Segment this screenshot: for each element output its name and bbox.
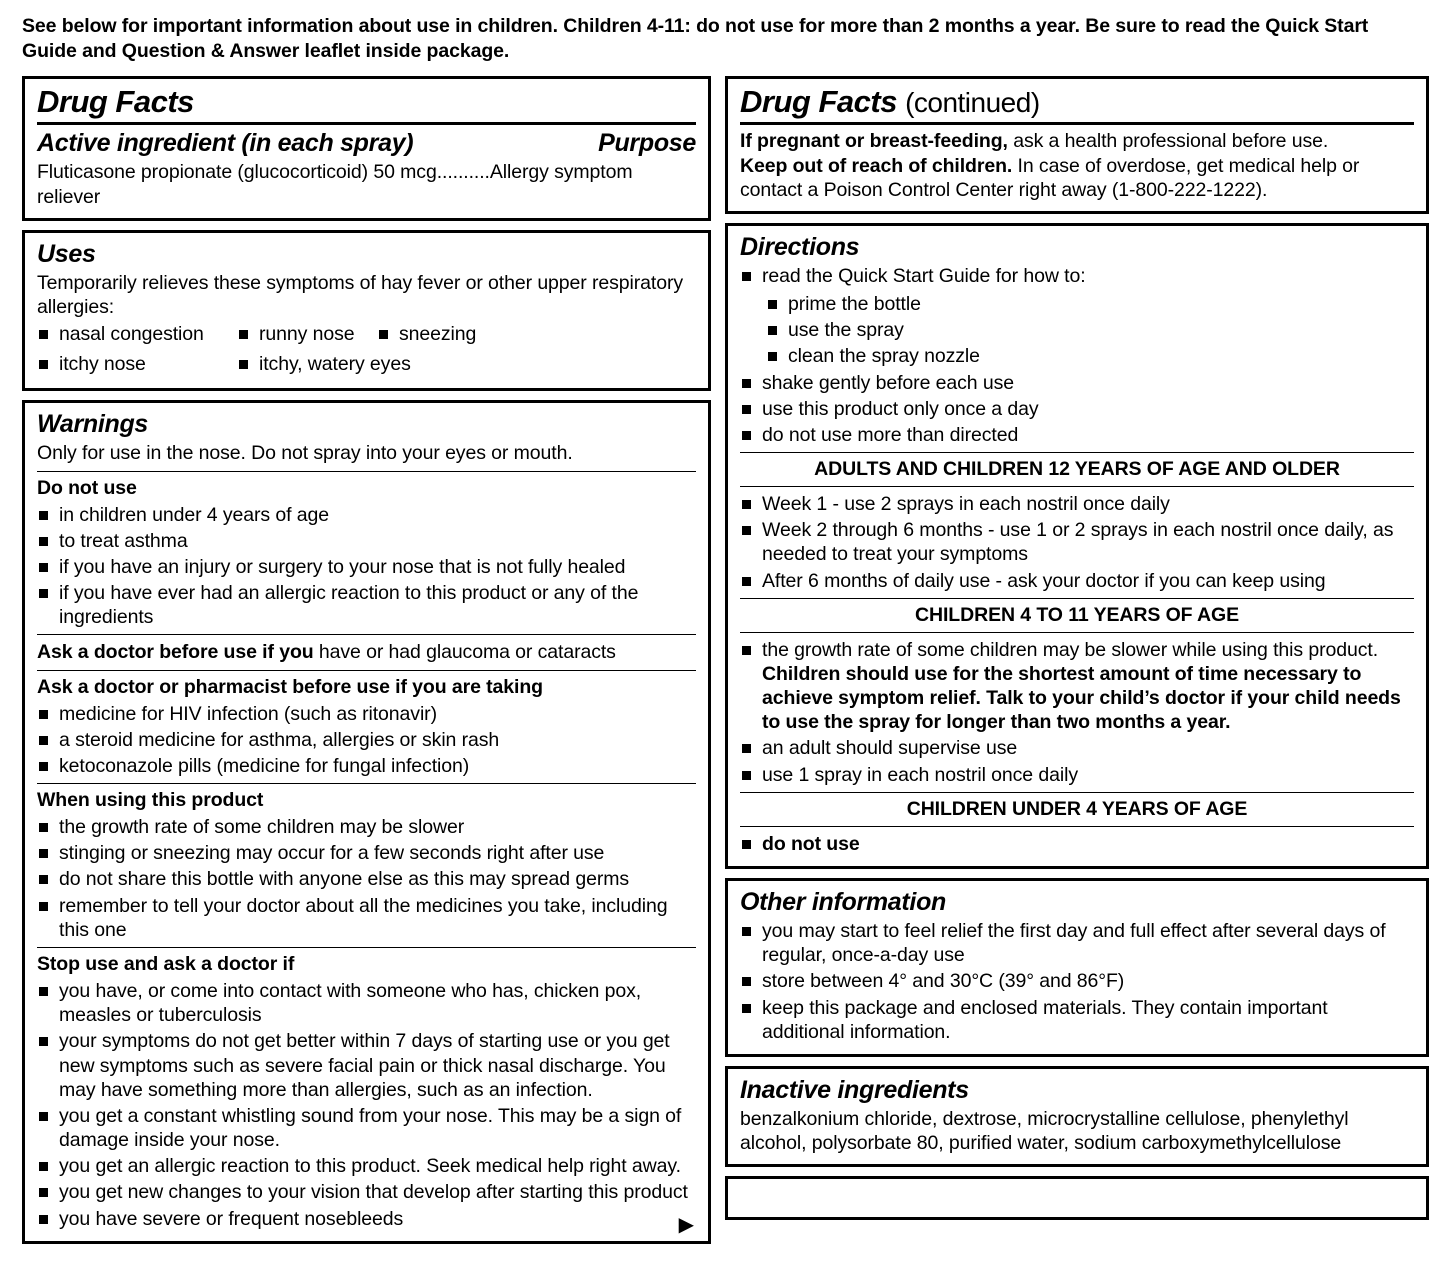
divider	[37, 122, 696, 125]
list-item: Week 1 - use 2 sprays in each nostril once daily	[740, 492, 1414, 516]
list-item: an adult should supervise use	[740, 736, 1414, 760]
directions-heading: Directions	[740, 232, 860, 261]
list-item: remember to tell your doctor about all the medicines you take, including this one	[37, 894, 696, 942]
shortest-time-bold: Children should use for the shortest amount of time necessary to achieve symptom relief. Talk to your child’s doctor if your child needs to use the spray for longer than two months a year.	[762, 662, 1401, 734]
list-item: if you have ever had an allergic reaction to this product or any of the ingredients	[37, 581, 696, 629]
divider	[740, 632, 1414, 633]
drug-facts-title: Drug Facts	[37, 83, 194, 119]
uses-text: Temporarily relieves these symptoms of hay fever or other upper respiratory allergies:	[37, 271, 684, 318]
list-item: a steroid medicine for asthma, allergies or skin rash	[37, 728, 696, 752]
ask-doctor-rest: have or had glaucoma or cataracts	[313, 641, 616, 664]
list-item: store between 4° and 30°C (39° and 86°F)	[740, 969, 1414, 993]
divider	[37, 670, 696, 671]
warnings-heading: Warnings	[37, 410, 149, 439]
pregnancy-bold: If pregnant or breast-feeding,	[740, 130, 1008, 153]
uses-heading: Uses	[37, 239, 96, 268]
do-not-use-list	[37, 503, 696, 630]
panel-directions	[725, 223, 1429, 869]
inactive-ingredients-heading: Inactive ingredients	[740, 1075, 969, 1104]
ask-doctor-bold: Ask a doctor before use if you	[37, 641, 314, 664]
when-using-list	[37, 815, 696, 942]
label-columns	[22, 76, 1429, 1253]
active-ingredient-heading: Active ingredient (in each spray)	[37, 129, 414, 158]
when-using-heading: When using this product	[37, 789, 264, 812]
list-item: you get new changes to your vision that develop after starting this product	[37, 1180, 696, 1204]
list-item: shake gently before each use	[740, 371, 1414, 395]
list-item: you get a constant whistling sound from your nose. This may be a sign of damage inside your nose.	[37, 1104, 696, 1152]
list-item: you may start to feel relief the first day and full effect after several days of regular, once-a-day use	[740, 919, 1414, 967]
directions-list-rest	[740, 371, 1414, 448]
list-item: use this product only once a day	[740, 397, 1414, 421]
uses-item: runny nose	[237, 322, 377, 346]
list-item	[740, 638, 1414, 735]
stop-use-list	[37, 979, 696, 1231]
divider	[37, 471, 696, 472]
list-item: medicine for HIV infection (such as ritonavir)	[37, 702, 696, 726]
uses-item: itchy, watery eyes	[237, 352, 537, 376]
children-under-4-list	[740, 832, 1414, 856]
inactive-ingredients-text: benzalkonium chloride, dextrose, microcrystalline cellulose, phenylethyl alcohol, polysorbate 80, purified water, sodium carboxymethylcellulose	[740, 1107, 1349, 1155]
list-item: prime the bottle	[766, 292, 1414, 316]
list-item: keep this package and enclosed materials. They contain important additional information.	[740, 996, 1414, 1044]
children-4-11-head: CHILDREN 4 TO 11 YEARS OF AGE	[915, 603, 1239, 626]
divider	[37, 634, 696, 635]
do-not-use-heading: Do not use	[37, 476, 137, 499]
pregnancy-text: ask a health professional before use.	[1007, 130, 1329, 153]
panel-blank	[725, 1176, 1429, 1220]
adults-section-head: ADULTS AND CHILDREN 12 YEARS OF AGE AND OLDER	[814, 458, 1340, 481]
active-ingredient-text: Fluticasone propionate (glucocorticoid) 50 mcg..........Allergy symptom reliever	[37, 161, 633, 208]
panel-warnings	[22, 400, 711, 1243]
list-item: use 1 spray in each nostril once daily	[740, 763, 1414, 787]
list-item: clean the spray nozzle	[766, 344, 1414, 368]
uses-item: sneezing	[377, 322, 537, 346]
growth-rate-text: the growth rate of some children may be slower while using this product.	[762, 638, 1379, 661]
active-ingredient-header	[37, 129, 696, 158]
list-item: do not use	[740, 832, 1414, 856]
uses-items-row2	[37, 352, 696, 378]
list-item: use the spray	[766, 318, 1414, 342]
list-item: you have, or come into contact with someone who has, chicken pox, measles or tuberculosis	[37, 979, 696, 1027]
list-item: if you have an injury or surgery to your nose that is not fully healed	[37, 555, 696, 579]
panel-drug-facts-continued	[725, 76, 1429, 214]
divider	[740, 452, 1414, 453]
panel-drug-facts-header	[22, 76, 711, 221]
list-item: read the Quick Start Guide for how to:	[740, 264, 1414, 288]
list-item: Week 2 through 6 months - use 1 or 2 sprays in each nostril once daily, as needed to treat your symptoms	[740, 518, 1414, 566]
purpose-label: Purpose	[598, 129, 697, 158]
divider	[740, 598, 1414, 599]
divider	[740, 792, 1414, 793]
continue-arrow-icon: ▶	[678, 1213, 695, 1236]
ask-pharmacist-list	[37, 702, 696, 779]
uses-item: itchy nose	[37, 352, 237, 376]
list-item: the growth rate of some children may be slower	[37, 815, 696, 839]
top-note: See below for important information about use in children. Children 4-11: do not use for more than 2 months a year. Be sure to read the Quick Start Guide and Question & Answer leaflet inside package.	[22, 15, 1369, 62]
list-item: After 6 months of daily use - ask your doctor if you can keep using	[740, 569, 1414, 593]
keep-out-text: In case of overdose, get medical help or contact a Poison Control Center right away (1-800-222-1222).	[740, 154, 1360, 201]
divider	[37, 947, 696, 948]
panel-other-information	[725, 878, 1429, 1057]
divider	[740, 826, 1414, 827]
list-item: to treat asthma	[37, 529, 696, 553]
stop-use-heading: Stop use and ask a doctor if	[37, 952, 295, 975]
uses-items-row1	[37, 322, 696, 348]
ask-pharmacist-heading: Ask a doctor or pharmacist before use if you are taking	[37, 675, 543, 698]
drug-facts-continued-title	[740, 85, 1414, 118]
divider	[740, 122, 1414, 125]
directions-sublist	[766, 292, 1414, 369]
drug-facts-title-text: Drug Facts	[740, 83, 897, 119]
other-information-list	[740, 919, 1414, 1044]
continued-label: (continued)	[905, 86, 1040, 118]
list-item: your symptoms do not get better within 7 days of starting use or you get new symptoms such as severe facial pain or thick nasal discharge. You may have something more than allergies, such as an infection.	[37, 1029, 696, 1102]
panel-uses	[22, 230, 711, 392]
right-column	[725, 76, 1429, 1229]
uses-item: nasal congestion	[37, 322, 237, 346]
left-column	[22, 76, 711, 1253]
divider	[740, 486, 1414, 487]
list-item: in children under 4 years of age	[37, 503, 696, 527]
list-item: ketoconazole pills (medicine for fungal infection)	[37, 754, 696, 778]
list-item: do not use more than directed	[740, 423, 1414, 447]
warnings-intro: Only for use in the nose. Do not spray into your eyes or mouth.	[37, 442, 573, 465]
divider	[37, 783, 696, 784]
list-item: stinging or sneezing may occur for a few seconds right after use	[37, 841, 696, 865]
keep-out-bold: Keep out of reach of children.	[740, 154, 1013, 177]
list-item: do not share this bottle with anyone else as this may spread germs	[37, 867, 696, 891]
ask-doctor-line	[37, 640, 696, 664]
children-4-11-list	[740, 638, 1414, 787]
list-item: you get an allergic reaction to this product. Seek medical help right away.	[37, 1154, 696, 1178]
directions-list	[740, 264, 1414, 288]
panel-inactive-ingredients	[725, 1066, 1429, 1167]
list-item: you have severe or frequent nosebleeds	[37, 1207, 696, 1231]
children-under-4-head: CHILDREN UNDER 4 YEARS OF AGE	[906, 797, 1248, 820]
pregnancy-warning	[740, 129, 1414, 202]
adults-list	[740, 492, 1414, 593]
other-information-heading: Other information	[740, 887, 947, 916]
